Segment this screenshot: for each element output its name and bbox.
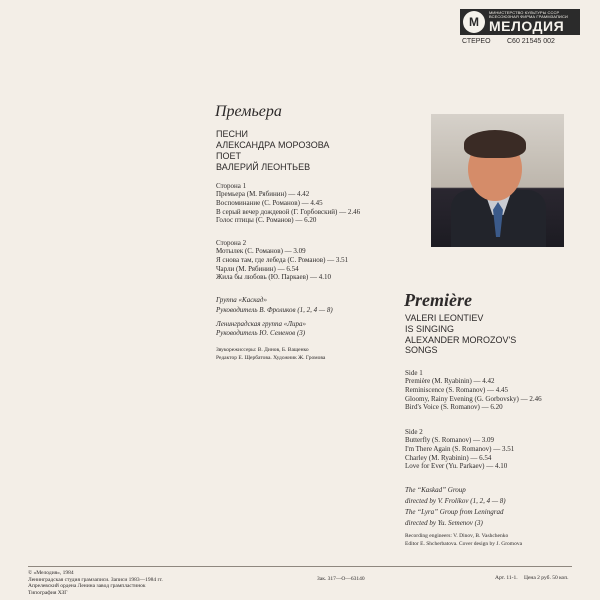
russian-side-1-title: Сторона 1 — [216, 182, 247, 190]
russian-side-2 — [216, 239, 348, 282]
russian-credit-line: Руководитель Ю. Семенов (3) — [216, 329, 306, 338]
russian-credit-line: Группа «Каскад» — [216, 296, 267, 304]
english-credits — [405, 485, 506, 528]
english-track: Love for Ever (Yu. Parkaev) — 4.10 — [405, 462, 508, 471]
english-intro-line: SONGS — [405, 345, 438, 356]
russian-intro-line: АЛЕКСАНДРА МОРОЗОВА — [216, 139, 330, 150]
russian-intro — [216, 129, 329, 173]
english-credit-line: The “Kaskad” Group — [405, 486, 466, 494]
order-number: Зак. 317—О—63140 — [317, 576, 365, 582]
price: Цена 2 руб. 50 коп. — [524, 575, 569, 581]
article-number: Арт. 11-1. — [495, 575, 518, 581]
russian-side-2-title: Сторона 2 — [216, 239, 247, 247]
footer-left-line: Типография ХЗГ — [28, 589, 68, 596]
russian-track: Воспоминание (С. Романов) — 4.45 — [216, 198, 323, 207]
english-intro — [405, 313, 516, 356]
russian-intro-line: ВАЛЕРИЙ ЛЕОНТЬЕВ — [216, 161, 311, 172]
english-track: Gloomy, Rainy Evening (G. Gorbovsky) — 2.46 — [405, 394, 542, 403]
stereo-label: СТЕРЕО — [462, 38, 491, 45]
melodiya-logo-mark: M — [463, 11, 485, 33]
russian-track: Мотылек (С. Романов) — 3.09 — [216, 247, 306, 255]
logo-big-text: МЕЛОДИЯ — [489, 18, 565, 34]
english-track: Première (M. Ryabinin) — 4.42 — [405, 377, 495, 385]
russian-track: Жила бы любовь (Ю. Паркаев) — 4.10 — [216, 273, 331, 282]
footer-left-line: Ленинградская студия грамзаписи. Записи 1983—1984 гг. — [28, 576, 163, 583]
english-side-1 — [405, 369, 542, 412]
russian-credit-line: Ленинградская группа «Лира» — [216, 319, 307, 328]
russian-track: В серый вечер дождевой (Г. Горбовский) — 2.46 — [216, 207, 361, 216]
english-editor: Editor E. Shcherbatova. Cover design by J. Gromova — [405, 541, 523, 547]
russian-track: Чарли (М. Рябинин) — 6.54 — [216, 264, 299, 273]
russian-engineers: Звукорежиссеры: В. Динов, Б. Ващенко — [216, 347, 309, 353]
russian-intro-line: ПОЕТ — [216, 150, 241, 161]
russian-track: Голос птицы (С. Романов) — 6.20 — [216, 216, 317, 225]
russian-title: Премьера — [215, 103, 282, 120]
footer-left-line: Апрелевский ордена Ленина завод грампластинок — [28, 583, 146, 590]
english-title: Première — [404, 290, 472, 310]
russian-credits — [216, 296, 333, 339]
melodiya-logo-text — [489, 11, 568, 33]
russian-intro-line: ПЕСНИ — [216, 129, 248, 139]
english-intro-line: ALEXANDER MOROZOV'S — [405, 334, 517, 345]
artist-photo — [431, 114, 564, 247]
english-side-2-title: Side 2 — [405, 428, 423, 436]
english-track: I'm There Again (S. Romanov) — 3.51 — [405, 444, 515, 453]
english-track: Charley (M. Ryabinin) — 6.54 — [405, 453, 492, 462]
english-side-2 — [405, 428, 514, 471]
footer-left-line: © «Мелодия», 1984 — [28, 570, 74, 576]
english-track: Butterfly (S. Romanov) — 3.09 — [405, 436, 495, 444]
logo-small-text: МИНИСТЕРСТВО КУЛЬТУРЫ СССР ВСЕСОЮЗНАЯ ФИРМА ГРАММЗАПИСИ — [489, 10, 568, 19]
russian-track: Я снова там, где лебеда (С. Романов) — 3.51 — [216, 255, 349, 264]
english-engineers: Recording engineers: V. Dinov, B. Vashchenko — [405, 533, 509, 539]
russian-track: Премьера (М. Рябинин) — 4.42 — [216, 190, 310, 198]
footer-left — [28, 570, 163, 596]
english-track: Bird's Voice (S. Romanov) — 6.20 — [405, 403, 503, 412]
english-credit-line: directed by V. Frolikov (1, 2, 4 — 8) — [405, 496, 506, 505]
artist-hair — [464, 130, 526, 158]
russian-credit-line: Руководитель В. Фроликов (1, 2, 4 — 8) — [216, 305, 333, 314]
english-credit-line: directed by Yu. Semenov (3) — [405, 518, 483, 527]
english-side-1-title: Side 1 — [405, 369, 423, 377]
melodiya-logo — [460, 9, 580, 35]
catalog-number: С60 21545 002 — [507, 38, 555, 45]
english-credit-line: The “Lyra” Group from Leningrad — [405, 507, 504, 516]
english-track: Reminiscence (S. Romanov) — 4.45 — [405, 385, 509, 394]
russian-editor: Редактор Е. Щербатова. Художник Ж. Громова — [216, 355, 326, 361]
footer-divider — [28, 566, 572, 567]
english-intro-line: VALERI LEONTIEV — [405, 313, 484, 323]
russian-side-1 — [216, 182, 360, 225]
english-intro-line: IS SINGING — [405, 323, 455, 334]
